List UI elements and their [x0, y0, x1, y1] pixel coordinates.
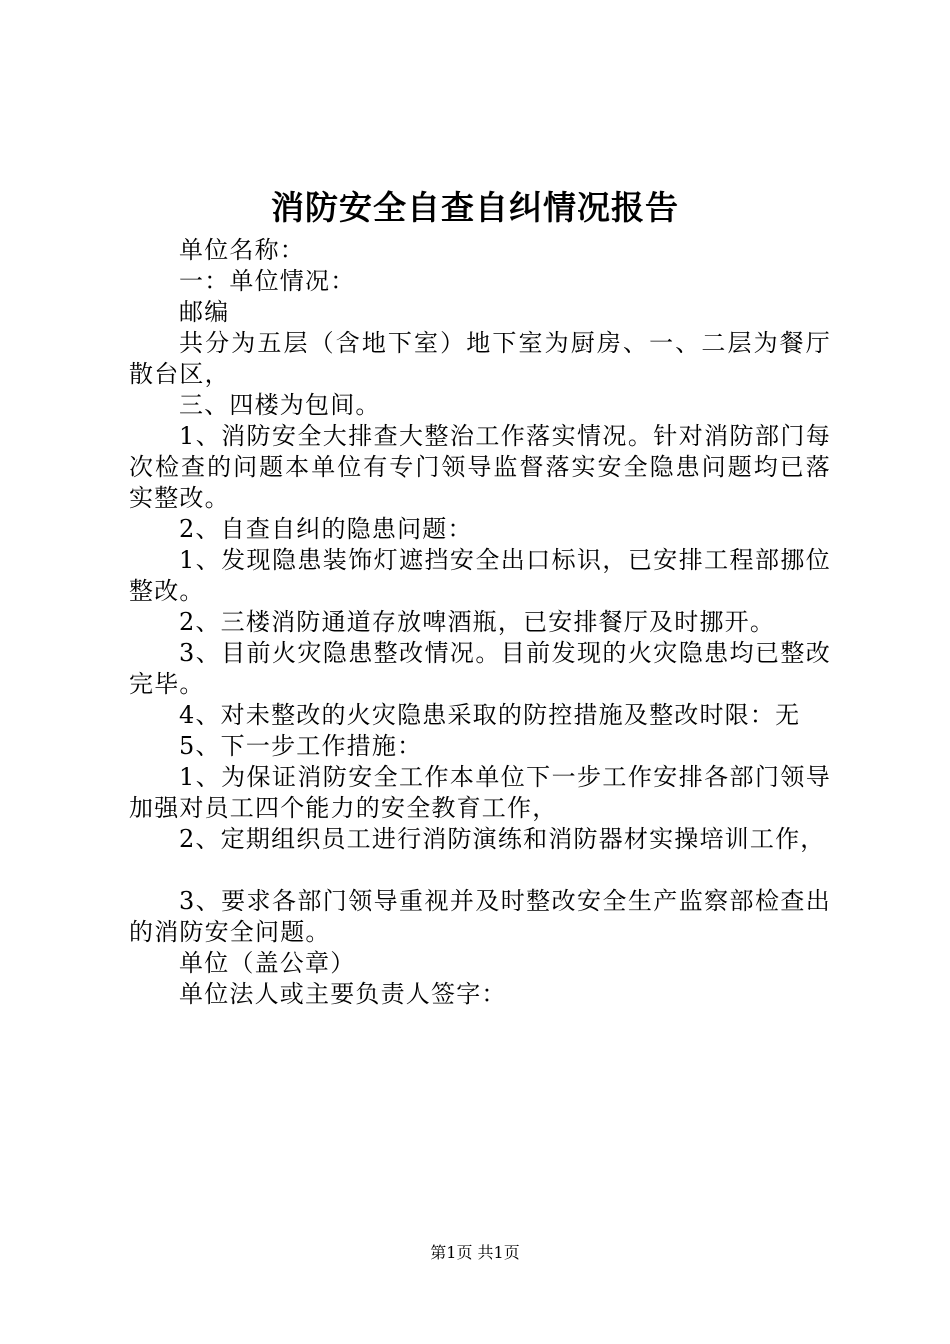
paragraph-step-1: 1、为保证消防安全工作本单位下一步工作安排各部门领导加强对员工四个能力的安全教育工作， [129, 763, 831, 822]
paragraph-item-2-hazards: 2、自查自纠的隐患问题： [179, 515, 473, 543]
paragraph-hazard-2: 2、三楼消防通道存放啤酒瓶，已安排餐厅及时挪开。 [179, 608, 776, 636]
page-footer: 第1页 共1页 [430, 1243, 520, 1262]
paragraph-unit-name: 单位名称： [179, 236, 305, 264]
paragraph-item-1-implementation: 1、消防安全大排查大整治工作落实情况。针对消防部门每次检查的问题本单位有专门领导监督落实安全隐患问题均已落实整改。 [129, 422, 831, 512]
paragraph-signature: 单位法人或主要负责人签字： [179, 980, 507, 1008]
paragraph-step-2: 2、定期组织员工进行消防演练和消防器材实操培训工作， [179, 825, 826, 853]
paragraph-step-3: 3、要求各部门领导重视并及时整改安全生产监察部检查出的消防安全问题。 [129, 887, 831, 946]
paragraph-item-5-next-steps: 5、下一步工作措施： [179, 732, 423, 760]
document-title: 消防安全自查自纠情况报告 [271, 188, 679, 227]
paragraph-item-3-rectification: 3、目前火灾隐患整改情况。目前发现的火灾隐患均已整改完毕。 [129, 639, 831, 698]
paragraph-hazard-1: 1、发现隐患装饰灯遮挡安全出口标识，已安排工程部挪位整改。 [129, 546, 831, 605]
paragraph-postcode: 邮编 [179, 298, 230, 326]
paragraph-unit-situation: 一：单位情况： [179, 267, 356, 295]
document-body [129, 235, 831, 1010]
paragraph-floors-private-rooms: 三、四楼为包间。 [179, 391, 381, 419]
paragraph-floors: 共分为五层（含地下室）地下室为厨房、一、二层为餐厅散台区， [129, 329, 831, 388]
paragraph-item-4-measures: 4、对未整改的火灾隐患采取的防控措施及整改时限：无 [179, 701, 801, 729]
paragraph-unit-seal: 单位（盖公章） [179, 949, 356, 977]
